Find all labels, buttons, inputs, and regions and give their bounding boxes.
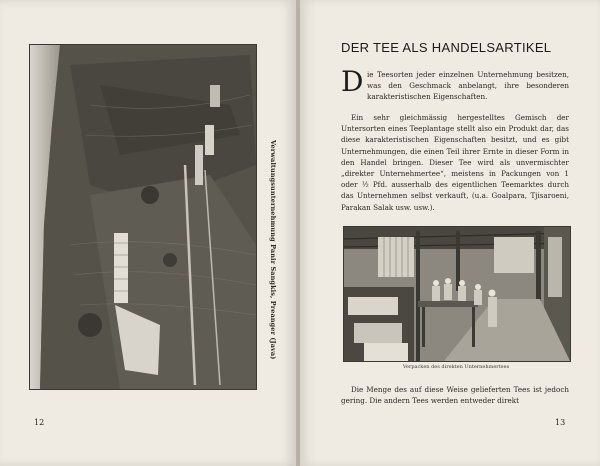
tea-estate-photo [29,44,257,390]
page-number-right: 13 [555,418,566,427]
left-photo-caption [266,140,278,360]
paragraph-2: Ein sehr gleichmässig hergestelltes Gemisch der Untersorten eines Teeplantage stellt also ein Produkt dar, das diese karakteristischen Eigenschaften besitzt, und es gibt Unternehmungen, die einen Teil ihrer Ernte in dieser Form in den Handel bringen. Dieser Tee wird als unvermischter „direkter Unternehmertee“, meistens in Packungen von 1 oder ½ Pfd. ausserhalb des eigentlichen Teemarktes durch das Unternehmen selbst verkauft, (u.a. Goalpara, Tjisaroeni, Parakan Salak usw. usw.). [341,113,569,212]
page-number-left: 12 [34,418,45,427]
paragraph-3: Die Menge des auf diese Weise gelieferten Tees ist jedoch gering. Die andern Tees werden entweder direkt [341,385,569,406]
drop-cap: D [341,65,364,98]
left-photo-caption-text: Verwaltungsunternehmung Panir Sangkis, Preanger (Java) [269,140,277,360]
packing-room-photo [343,226,571,362]
paragraph-1: ie Teesorten jeder einzelnen Unternehmung besitzen, was den Geschmack anbelangt, ihre besonderen karakteristischen Eigenschaften. [367,70,569,102]
page-heading: DER TEE ALS HANDELSARTIKEL [341,40,552,55]
right-photo-caption: Verpacken des direkten Unternehmertees [402,364,510,370]
